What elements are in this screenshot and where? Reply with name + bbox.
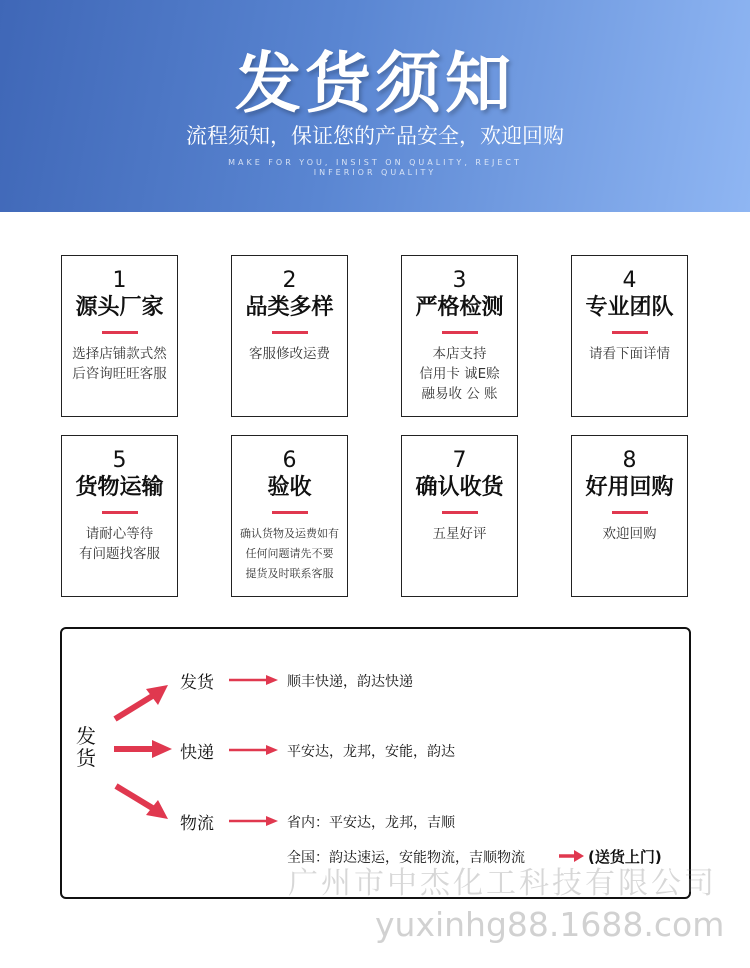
desc-line: 五星好评 bbox=[432, 526, 487, 542]
accent-divider bbox=[272, 511, 308, 514]
step-number: 3 bbox=[452, 268, 467, 293]
step-description bbox=[572, 344, 687, 364]
header-banner bbox=[0, 0, 750, 212]
delivery-note-text: (送货上门) bbox=[588, 848, 662, 866]
desc-line: 任何问题请先不要 bbox=[245, 547, 334, 560]
small-arrow-icon bbox=[229, 745, 278, 755]
branch-label-express: 快递 bbox=[180, 743, 214, 763]
step-description bbox=[232, 524, 347, 584]
step-number: 1 bbox=[112, 268, 127, 293]
accent-divider bbox=[102, 331, 138, 334]
arrow-down-icon bbox=[116, 786, 168, 819]
step-card-8 bbox=[571, 435, 688, 597]
flow-root-label bbox=[76, 725, 106, 769]
national-logistics: 全国：韵达速运，安能物流，吉顺物流 bbox=[287, 850, 525, 866]
watermark-company: 广州市中杰化工科技有限公司 bbox=[288, 866, 717, 901]
page-subtitle: 流程须知，保证您的产品安全，欢迎回购 bbox=[186, 124, 564, 148]
branch-detail-logistics: 省内：平安达，龙邦，吉顺 bbox=[287, 815, 455, 831]
step-card-3 bbox=[401, 255, 518, 417]
step-title: 货物运输 bbox=[75, 475, 164, 500]
small-arrow-icon bbox=[229, 675, 278, 685]
step-card-1 bbox=[61, 255, 178, 417]
step-number: 7 bbox=[452, 448, 467, 473]
desc-line: 提货及时联系客服 bbox=[245, 567, 334, 580]
english-tagline bbox=[195, 158, 555, 178]
step-title: 品类多样 bbox=[245, 295, 334, 320]
desc-line: 请看下面详情 bbox=[589, 346, 670, 362]
step-description bbox=[232, 344, 347, 364]
step-card-6 bbox=[231, 435, 348, 597]
branch-detail-express: 平安达，龙邦，安能，韵达 bbox=[287, 744, 455, 760]
accent-divider bbox=[612, 511, 648, 514]
step-number: 5 bbox=[112, 448, 127, 473]
arrow-right-icon bbox=[114, 740, 172, 758]
accent-divider bbox=[102, 511, 138, 514]
accent-divider bbox=[612, 331, 648, 334]
step-description bbox=[62, 524, 177, 564]
step-number: 8 bbox=[622, 448, 637, 473]
branch-label-shipping: 发货 bbox=[180, 673, 214, 693]
branch-detail-shipping: 顺丰快递，韵达快递 bbox=[287, 674, 413, 690]
desc-line: 本店支持 bbox=[432, 346, 487, 362]
step-title: 好用回购 bbox=[585, 475, 674, 500]
watermark-url: yuxinhg88.1688.com bbox=[375, 905, 725, 944]
accent-divider bbox=[442, 331, 478, 334]
desc-line: 有问题找客服 bbox=[79, 546, 160, 562]
step-title: 严格检测 bbox=[415, 295, 504, 320]
root-char: 货 bbox=[76, 746, 96, 770]
desc-line: 融易收 公 账 bbox=[421, 386, 498, 402]
step-description bbox=[62, 344, 177, 384]
step-number: 2 bbox=[282, 268, 297, 293]
step-card-4 bbox=[571, 255, 688, 417]
arrow-up-icon bbox=[115, 685, 168, 719]
step-card-2 bbox=[231, 255, 348, 417]
english-tagline-line1: MAKE FOR YOU, INSIST ON QUALITY, REJECT bbox=[228, 158, 522, 167]
desc-line: 选择店铺款式然 bbox=[72, 346, 167, 362]
desc-line: 请耐心等待 bbox=[85, 526, 154, 542]
step-description bbox=[572, 524, 687, 544]
accent-divider bbox=[442, 511, 478, 514]
desc-line: 确认货物及运费如有 bbox=[240, 527, 339, 540]
branch-label-logistics: 物流 bbox=[180, 814, 214, 834]
step-title: 源头厂家 bbox=[75, 295, 164, 320]
step-title: 验收 bbox=[267, 475, 312, 500]
step-number: 4 bbox=[622, 268, 637, 293]
desc-line: 客服修改运费 bbox=[249, 346, 330, 362]
step-description bbox=[402, 524, 517, 544]
step-card-7 bbox=[401, 435, 518, 597]
step-title: 专业团队 bbox=[585, 295, 674, 320]
accent-divider bbox=[272, 331, 308, 334]
step-description bbox=[402, 344, 517, 404]
page-title: 发货须知 bbox=[235, 45, 515, 122]
english-tagline-line2: INFERIOR QUALITY bbox=[313, 168, 437, 177]
step-title: 确认收货 bbox=[415, 475, 504, 500]
desc-line: 欢迎回购 bbox=[602, 526, 657, 542]
root-char: 发 bbox=[76, 724, 96, 748]
desc-line: 信用卡 诚E赊 bbox=[419, 366, 500, 382]
step-card-5 bbox=[61, 435, 178, 597]
step-number: 6 bbox=[282, 448, 297, 473]
desc-line: 后咨询旺旺客服 bbox=[72, 366, 167, 382]
small-arrow-icon bbox=[229, 816, 278, 826]
